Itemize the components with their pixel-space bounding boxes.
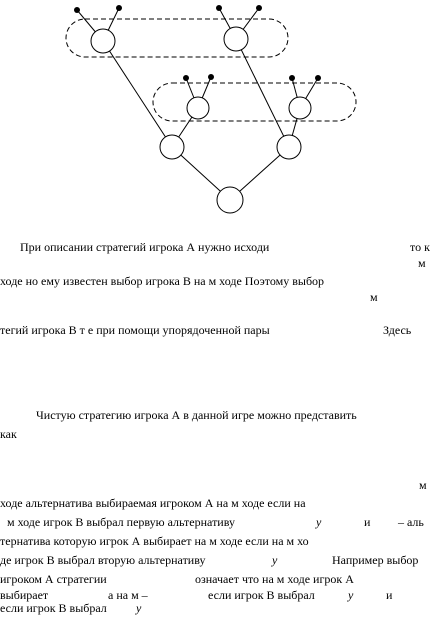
- node-level3-mid-right: [289, 97, 311, 119]
- text-line-3-end: Здесь: [383, 323, 412, 337]
- node-level3-mid-left: [187, 97, 209, 119]
- text-para3-line-7-y: y: [136, 601, 142, 615]
- text-para3-line-1: ходе альтернатива выбираемая игроком А на м ходе если на: [0, 496, 306, 510]
- text-para3-line-6: выбирает: [0, 588, 49, 602]
- text-para3-line-6-y: y: [348, 588, 354, 602]
- text-line-2: ходе но ему известен выбор игрока В на м ходе Поэтому выбор: [0, 274, 325, 288]
- node-level2-left: [160, 135, 184, 159]
- node-level2-right: [277, 135, 301, 159]
- text-para3-sub: м: [419, 478, 427, 492]
- text-para3-line-4: де игрок В выбрал вторую альтернативу: [0, 553, 206, 567]
- text-para3-line-4-y: y: [272, 553, 278, 567]
- text-para2-line-1: Чистую стратегию игрока А в данной игре можно представить: [36, 408, 357, 422]
- text-line-3: тегий игрока В т е при помощи упорядоченной пары: [0, 323, 270, 337]
- text-para3-line-5: игроком А стратегии: [0, 572, 107, 586]
- text-line-1: При описании стратегий игрока А нужно исходи: [20, 240, 270, 254]
- text-para2-line-2: как: [0, 427, 17, 441]
- text-para3-line-2-y: y: [316, 515, 322, 529]
- text-para3-line-5-end: означает что на м ходе игрок А: [195, 572, 354, 586]
- text-para3-line-3: тернатива которую игрок А выбирает на м ходе если на м хо: [0, 534, 309, 548]
- text-para3-line-4-end: Например выбор: [332, 553, 419, 567]
- node-level3-right: [224, 27, 248, 51]
- text-line-1-sub: м: [418, 256, 426, 270]
- text-para3-line-6-mid: а на м –: [108, 588, 148, 602]
- text-para3-line-2-end: – аль: [398, 515, 424, 529]
- text-para3-line-6-i: и: [386, 588, 393, 602]
- text-line-1-end: то к: [410, 240, 430, 254]
- information-set-middle: [153, 83, 356, 121]
- root-node: [217, 187, 243, 213]
- text-para3-line-7: если игрок В выбрал: [0, 601, 107, 615]
- text-para3-line-6-end: если игрок В выбрал: [208, 588, 315, 602]
- text-line-2-sub: м: [370, 290, 378, 304]
- game-tree-diagram: [0, 0, 431, 222]
- text-para3-line-2: м ходе игрок В выбрал первую альтернативу: [7, 515, 235, 529]
- text-para3-line-2-i: и: [364, 515, 371, 529]
- node-level3-left: [91, 29, 115, 53]
